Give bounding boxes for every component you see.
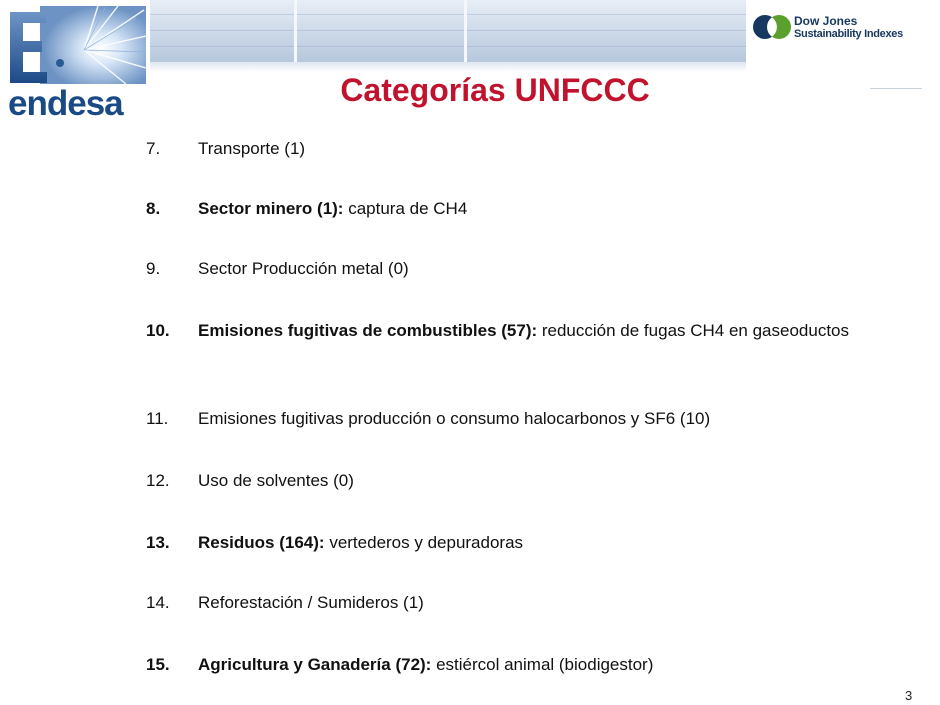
- item-number: 15.: [146, 655, 170, 674]
- endesa-wordmark: endesa: [8, 84, 123, 123]
- item-number: 7.: [146, 139, 161, 158]
- item-bold: Residuos (164):: [198, 533, 325, 552]
- page-number: 3: [905, 688, 913, 703]
- item-bold: Agricultura y Ganadería (72):: [198, 655, 432, 674]
- item-number: 8.: [146, 199, 161, 218]
- item-text: Transporte (1): [198, 139, 306, 158]
- djsi-logo: [752, 10, 932, 46]
- item-text: Sector Producción metal (0): [198, 259, 409, 278]
- header-band: [150, 0, 746, 62]
- item-number: 12.: [146, 471, 170, 490]
- item-bold: Sector minero (1):: [198, 199, 344, 218]
- slide-title: Categorías UNFCCC: [340, 72, 650, 108]
- item-text: Reforestación / Sumideros (1): [198, 593, 424, 612]
- item-number: 13.: [146, 533, 170, 552]
- item-text: estiércol animal (biodigestor): [431, 655, 654, 674]
- djsi-circles-icon: [752, 12, 792, 42]
- item-number: 9.: [146, 259, 161, 278]
- header-band-fade: [150, 62, 746, 72]
- item-text: captura de CH4: [343, 199, 468, 218]
- item-number: 14.: [146, 593, 170, 612]
- item-text: Uso de solventes (0): [198, 471, 354, 490]
- item-text: reducción de fugas CH4 en gaseoductos: [537, 321, 850, 340]
- item-number: 10.: [146, 321, 170, 340]
- djsi-line1: Dow Jones: [794, 14, 858, 28]
- item-text: vertederos y depuradoras: [324, 533, 524, 552]
- item-text: Emisiones fugitivas producción o consumo halocarbonos y SF6 (10): [198, 409, 711, 428]
- item-number: 11.: [146, 409, 169, 428]
- item-bold: Emisiones fugitivas de combustibles (57):: [198, 321, 538, 340]
- djsi-line2: Sustainability Indexes: [794, 28, 903, 40]
